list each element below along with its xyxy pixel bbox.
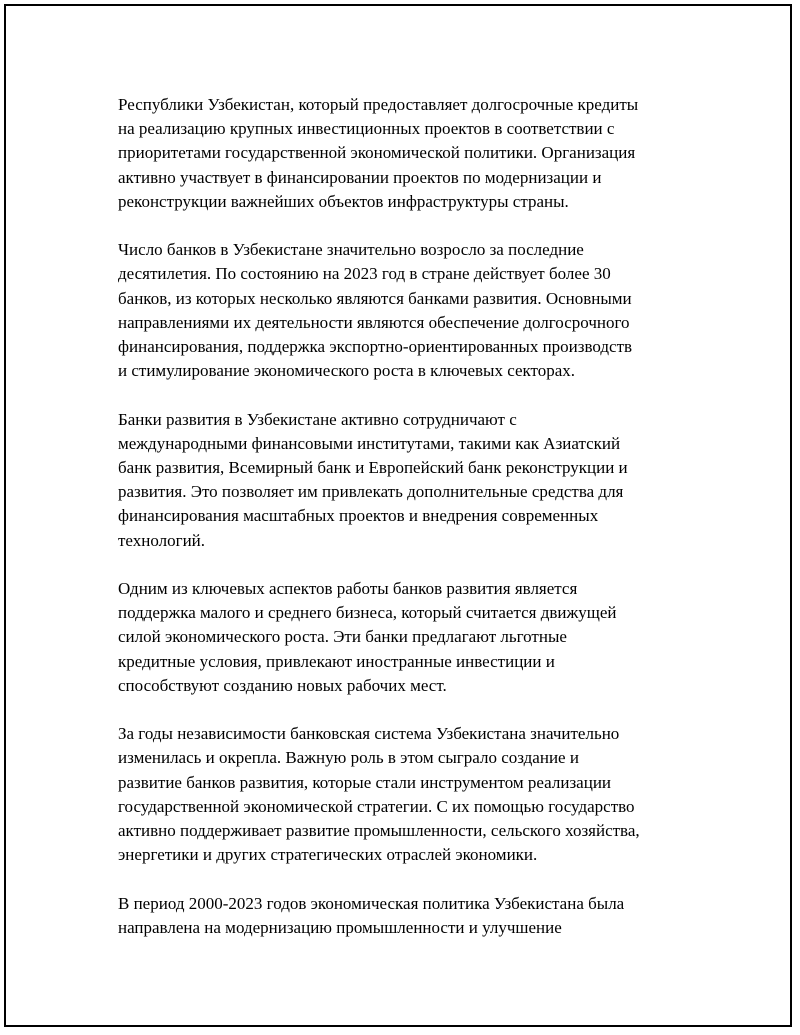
text-line: Одним из ключевых аспектов работы банков развития является	[118, 579, 578, 599]
text-line: Республики Узбекистан, который предоставляет долгосрочные кредиты	[118, 95, 639, 114]
paragraph-2	[118, 238, 718, 383]
text-line: Число банков в Узбекистане значительно возросло за последние	[118, 240, 584, 260]
text-line: направлена на модернизацию промышленности и улучшение	[118, 917, 562, 937]
text-line: развития. Это позволяет им привлекать дополнительные средства для	[118, 482, 624, 502]
paragraph-6	[118, 892, 718, 940]
text-line: направлениями их деятельности являются обеспечение долгосрочного	[118, 312, 630, 332]
text-line: на реализацию крупных инвестиционных проектов в соответствии с	[118, 119, 615, 139]
text-line: реконструкции важнейших объектов инфраструктуры страны.	[118, 191, 569, 211]
text-line: поддержка малого и среднего бизнеса, который считается движущей	[118, 603, 617, 623]
text-line: кредитные условия, привлекают иностранные инвестиции и	[118, 651, 555, 671]
text-line: За годы независимости банковская система Узбекистана значительно	[118, 724, 620, 744]
text-line: активно участвует в финансировании проектов по модернизации и	[118, 167, 602, 187]
text-line: приоритетами государственной экономической политики. Организация	[118, 143, 636, 163]
paragraph-3	[118, 408, 718, 553]
text-line: банк развития, Всемирный банк и Европейский банк реконструкции и	[118, 458, 628, 478]
text-line: и стимулирование экономического роста в ключевых секторах.	[118, 361, 576, 381]
paragraph-4	[118, 577, 718, 698]
text-line: финансирования масштабных проектов и внедрения современных	[118, 506, 599, 526]
text-line: государственной экономической стратегии. С их помощью государство	[118, 796, 635, 816]
text-line: десятилетия. По состоянию на 2023 год в стране действует более 30	[118, 264, 611, 284]
text-line: энергетики и других стратегических отраслей экономики.	[118, 845, 538, 865]
text-line: развитие банков развития, которые стали инструментом реализации	[118, 772, 612, 792]
text-line: технологий.	[118, 530, 206, 550]
text-line: изменилась и окрепла. Важную роль в этом сыграло создание и	[118, 748, 579, 768]
text-line: силой экономического роста. Эти банки предлагают льготные	[118, 627, 567, 647]
text-line: международными финансовыми институтами, такими как Азиатский	[118, 433, 621, 453]
text-line: В период 2000-2023 годов экономическая политика Узбекистана была	[118, 893, 625, 913]
text-line: Банки развития в Узбекистане активно сотрудничают с	[118, 409, 517, 429]
document-body	[118, 93, 718, 964]
text-line: банков, из которых несколько являются банками развития. Основными	[118, 288, 632, 308]
text-line: способствуют созданию новых рабочих мест.	[118, 675, 447, 695]
paragraph-1	[118, 93, 718, 214]
text-line: финансирования, поддержка экспортно-ориентированных производств	[118, 337, 633, 357]
text-line: активно поддерживает развитие промышленности, сельского хозяйства,	[118, 821, 640, 841]
paragraph-5	[118, 722, 718, 867]
